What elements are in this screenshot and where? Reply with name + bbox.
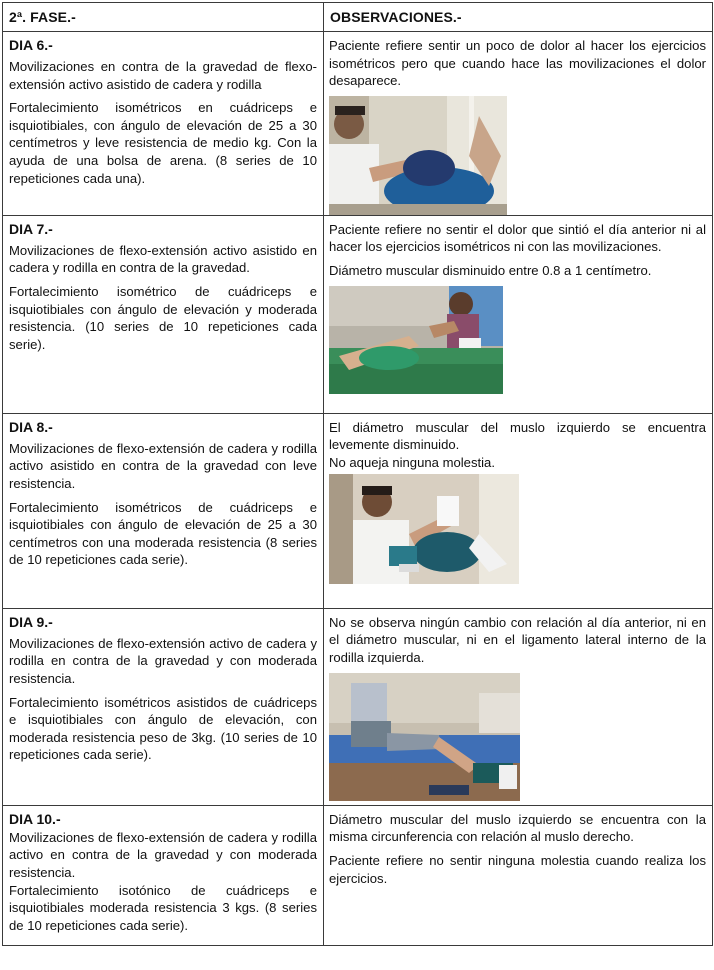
header-observaciones-cell	[324, 3, 713, 32]
therapy-photo-day-6	[329, 96, 507, 215]
fase-paragraph: Movilizaciones en contra de la gravedad de flexo-extensión activo asistido de cadera y rodilla	[9, 59, 317, 92]
observation-paragraph: Diámetro muscular del muslo izquierdo se encuentra con la misma circunferencia con relación al muslo derecho.	[329, 811, 706, 845]
therapy-photo-day-9	[329, 673, 520, 801]
observaciones-cell	[324, 413, 713, 608]
fase-paragraph: Movilizaciones de flexo-extensión activo de cadera y rodilla en contra de la gravedad y con moderada resistencia.	[9, 635, 317, 686]
day-heading: DIA 9.-	[9, 613, 53, 630]
fase-paragraph: Movilizaciones de flexo-extensión de cadera y rodilla activo en contra de la gravedad y con moderada resistencia.	[9, 829, 317, 880]
day-heading: DIA 10.-	[9, 810, 61, 827]
observaciones-cell	[324, 215, 713, 413]
observaciones-cell	[324, 32, 713, 216]
observation-paragraph: Paciente refiere no sentir el dolor que sintió el día anterior ni al hacer los ejercicios isométricos ni con las movilizaciones.	[329, 221, 706, 255]
therapy-photo-day-7	[329, 286, 503, 394]
observation-paragraph: Diámetro muscular disminuido entre 0.8 a 1 centímetro.	[329, 262, 652, 278]
fase-cell	[3, 215, 324, 413]
fase-paragraph: Movilizaciones de flexo-extensión activo asistido en cadera y rodilla en contra de la gravedad.	[9, 242, 317, 276]
observaciones-cell	[324, 608, 713, 805]
observation-paragraph: No aqueja ninguna molestia.	[329, 454, 495, 470]
observation-paragraph: El diámetro muscular del muslo izquierdo se encuentra levemente disminuido.	[329, 419, 706, 453]
observation-paragraph: Paciente refiere no sentir ninguna molestia cuando realiza los ejercicios.	[329, 852, 706, 886]
header-observaciones: OBSERVACIONES.-	[330, 9, 462, 25]
observaciones-cell	[324, 805, 713, 945]
header-fase: 2ª. FASE.-	[9, 9, 76, 25]
fase-paragraph: Fortalecimiento isométricos en cuádriceps e isquiotibiales, con ángulo de elevación de 25 a 30 centímetros y leve resistencia de medio kg. Con la ayuda de una bolsa de arena. (8 series de 10 repeticiones cada una).	[9, 100, 317, 186]
fase-cell	[3, 32, 324, 216]
table-header-row	[3, 3, 713, 32]
observation-paragraph: No se observa ningún cambio con relación al día anterior, ni en el diámetro muscular, ni en el ligamento lateral interno de la rodilla izquierda.	[329, 614, 706, 665]
table-row-day-10	[3, 805, 713, 945]
day-heading: DIA 8.-	[9, 418, 53, 435]
fase-cell	[3, 413, 324, 608]
fase-paragraph: Fortalecimiento isotónico de cuádriceps e isquiotibiales moderada resistencia 3 kgs. (8 series de 10 repeticiones cada serie).	[9, 882, 317, 933]
table-row-day-7	[3, 215, 713, 413]
table-row-day-9	[3, 608, 713, 805]
day-heading: DIA 7.-	[9, 220, 53, 237]
fase-paragraph: Fortalecimiento isométricos de cuádriceps e isquiotibiales con ángulo de elevación de 25 a 30 centímetros con una moderada resistencia (8 series de 10 repeticiones cada serie).	[9, 499, 317, 568]
therapy-phase-table	[2, 2, 713, 946]
table-row-day-6	[3, 32, 713, 216]
fase-paragraph: Movilizaciones de flexo-extensión de cadera y rodilla activo asistido en contra de la gravedad con leve resistencia.	[9, 440, 317, 491]
fase-paragraph: Fortalecimiento isométrico de cuádriceps e isquiotibiales con ángulo de elevación y moderada resistencia. (10 series de 10 repeticiones cada serie).	[9, 283, 317, 352]
fase-cell	[3, 608, 324, 805]
observation-paragraph: Paciente refiere sentir un poco de dolor al hacer los ejercicios isométricos pero que cuando hace las movilizaciones el dolor desaparece.	[329, 38, 706, 89]
fase-paragraph: Fortalecimiento isométricos asistidos de cuádriceps e isquiotibiales con ángulo de elevación, con moderada resistencia peso de 3kg. (10 series de 10 repeticiones cada serie).	[9, 694, 317, 763]
fase-cell	[3, 805, 324, 945]
table-row-day-8	[3, 413, 713, 608]
day-heading: DIA 6.-	[9, 37, 53, 53]
header-fase-cell	[3, 3, 324, 32]
therapy-photo-day-8	[329, 474, 519, 584]
